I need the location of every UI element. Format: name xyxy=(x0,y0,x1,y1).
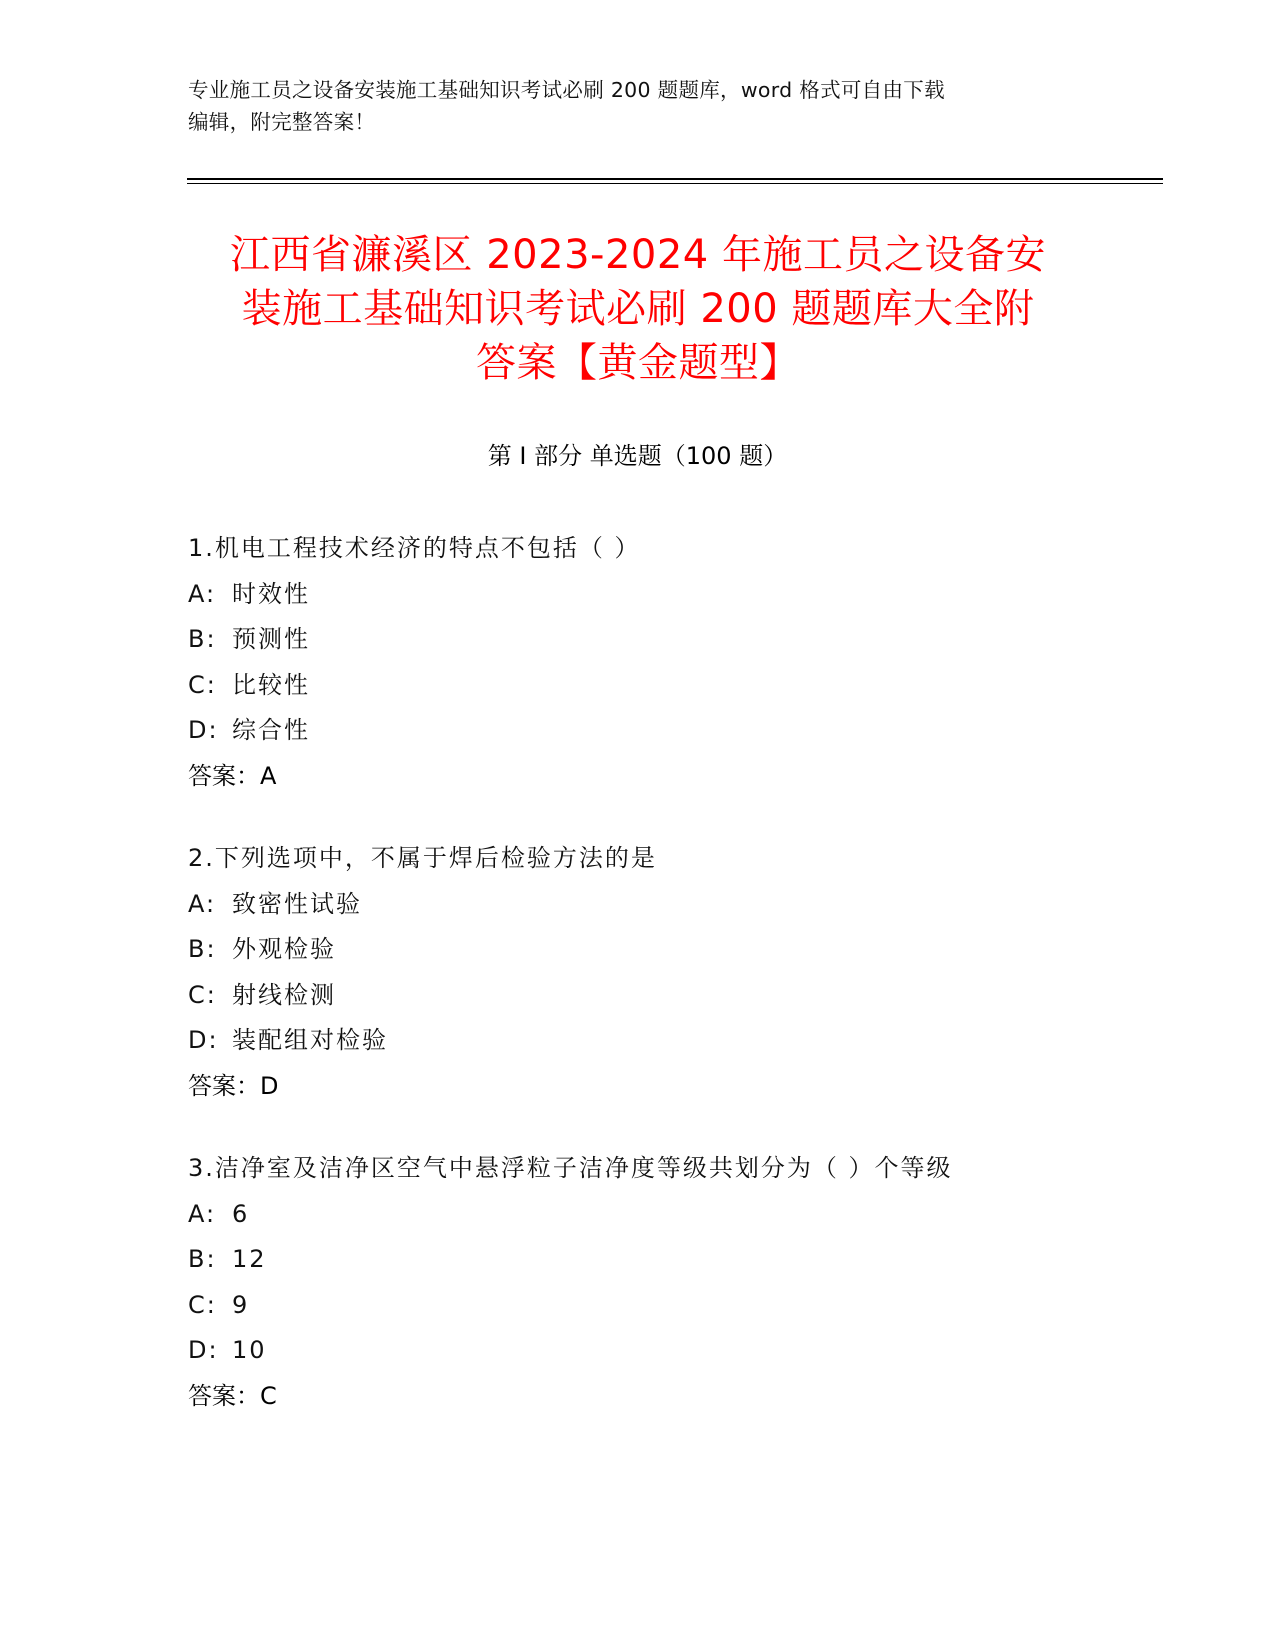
option-b xyxy=(188,1237,1138,1283)
option-d xyxy=(188,1328,1138,1374)
option-c xyxy=(188,1283,1138,1329)
option-key: C: xyxy=(188,670,217,699)
option-key: B: xyxy=(188,935,217,963)
option-text: 10 xyxy=(232,1336,267,1364)
option-a xyxy=(188,1192,1138,1238)
option-text: 时效性 xyxy=(232,579,310,608)
document-title-line-3: 答案【黄金题型】 xyxy=(476,340,800,386)
option-key: C: xyxy=(188,1290,217,1319)
question-stem: 1.机电工程技术经济的特点不包括（ ） xyxy=(188,534,641,562)
option-a xyxy=(188,882,1138,928)
option-a xyxy=(188,572,1138,618)
option-text: 装配组对检验 xyxy=(232,1026,388,1054)
option-key: C: xyxy=(188,980,217,1009)
option-text: 外观检验 xyxy=(232,935,336,963)
option-d xyxy=(188,708,1138,754)
header-rule-thin xyxy=(187,183,1163,184)
question-1 xyxy=(188,526,1138,799)
document-title-line-2: 装施工基础知识考试必刷 200 题题库大全附 xyxy=(241,286,1035,332)
answer-line: 答案：D xyxy=(188,1071,279,1100)
header-rule-thick xyxy=(187,178,1163,180)
header-note xyxy=(188,74,1078,138)
option-text: 预测性 xyxy=(232,625,310,653)
section-heading: 第 I 部分 单选题（100 题） xyxy=(487,442,788,470)
option-b xyxy=(188,617,1138,663)
question-2 xyxy=(188,836,1138,1109)
answer-line: 答案：A xyxy=(188,761,277,790)
option-key: D: xyxy=(188,1336,219,1364)
option-text: 比较性 xyxy=(232,670,310,699)
option-key: A: xyxy=(188,579,217,608)
option-text: 6 xyxy=(232,1199,250,1228)
option-text: 12 xyxy=(232,1245,267,1273)
question-list xyxy=(188,526,1138,1456)
option-key: A: xyxy=(188,889,217,918)
question-stem: 3.洁净室及洁净区空气中悬浮粒子洁净度等级共划分为（ ）个等级 xyxy=(188,1154,953,1182)
option-c xyxy=(188,973,1138,1019)
question-3 xyxy=(188,1146,1138,1419)
document-title-line-1: 江西省濂溪区 2023-2024 年施工员之设备安 xyxy=(230,232,1046,278)
question-stem: 2.下列选项中，不属于焊后检验方法的是 xyxy=(188,844,657,872)
option-text: 9 xyxy=(232,1290,250,1319)
option-b xyxy=(188,927,1138,973)
option-key: A: xyxy=(188,1199,217,1228)
option-c xyxy=(188,663,1138,709)
answer-line: 答案：C xyxy=(188,1381,277,1410)
option-text: 致密性试验 xyxy=(232,889,362,918)
header-note-line-2: 编辑，附完整答案！ xyxy=(188,110,376,134)
option-d xyxy=(188,1018,1138,1064)
header-note-line-1: 专业施工员之设备安装施工基础知识考试必刷 200 题题库，word 格式可自由下载 xyxy=(188,78,945,102)
option-key: D: xyxy=(188,1026,219,1054)
option-key: D: xyxy=(188,716,219,744)
option-text: 射线检测 xyxy=(232,980,336,1009)
option-key: B: xyxy=(188,625,217,653)
option-text: 综合性 xyxy=(232,716,310,744)
document-title xyxy=(175,228,1101,390)
option-key: B: xyxy=(188,1245,217,1273)
